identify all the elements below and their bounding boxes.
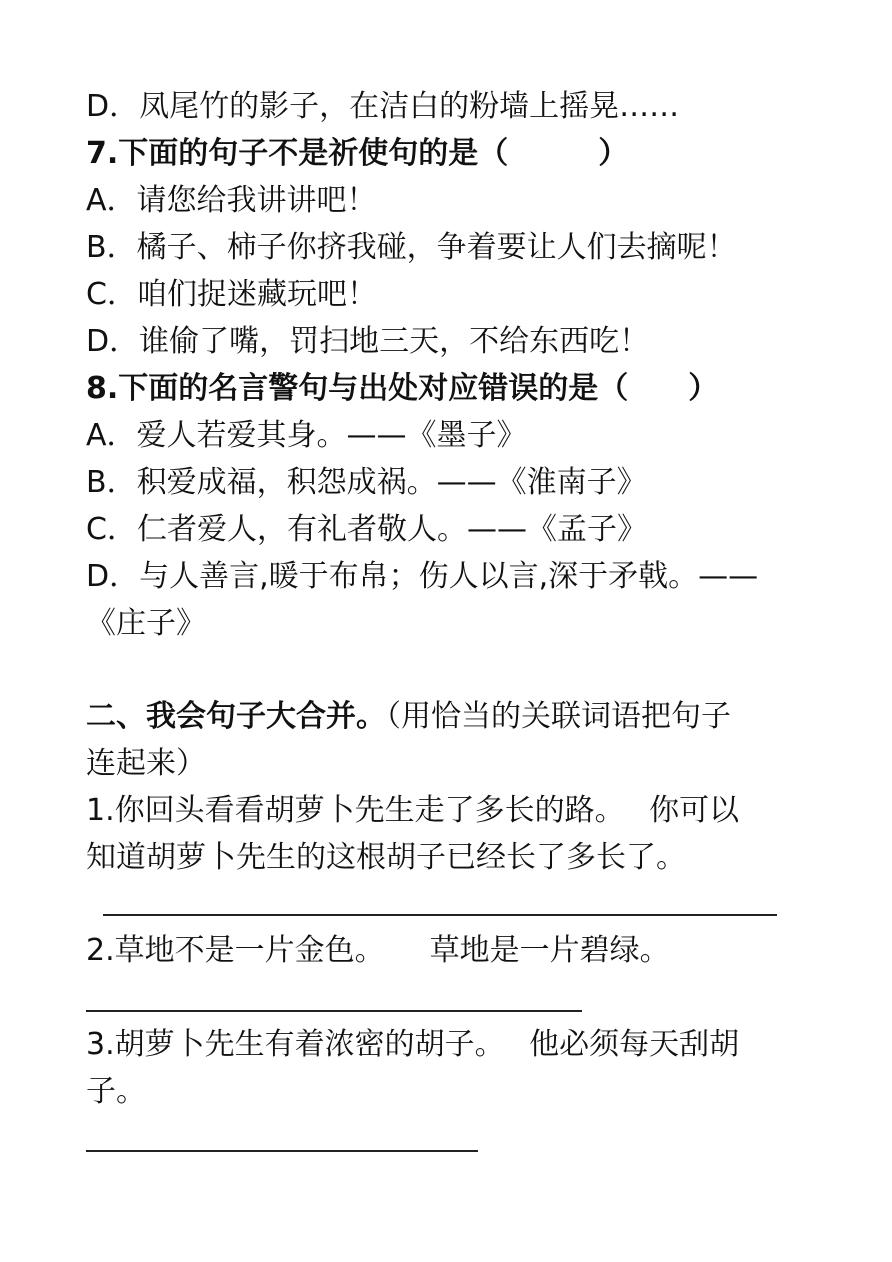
- s2-item-3: 3.胡萝卜先生有着浓密的胡子。 他必须每天刮胡: [86, 1027, 740, 1062]
- section2-instruction: （用恰当的关联词语把句子: [386, 699, 731, 734]
- section2-instruction-cont: 连起来）: [86, 746, 206, 781]
- s2-item-3-cont: 子。: [86, 1074, 146, 1109]
- q8-option-c: C．仁者爱人，有礼者敬人。——《孟子》: [86, 512, 647, 547]
- section2-title: 二、我会句子大合并。: [86, 699, 386, 734]
- q7-option-c: C．咱们捉迷藏玩吧！: [86, 277, 377, 312]
- s2-item-1: 1.你回头看看胡萝卜先生走了多长的路。 你可以: [86, 793, 740, 828]
- q8-option-d: D．与人善言,暖于布帛；伤人以言,深于矛戟。——: [86, 559, 759, 594]
- q8-option-b: B．积爱成福，积怨成祸。——《淮南子》: [86, 465, 647, 500]
- answer-line-2[interactable]: [86, 1010, 582, 1012]
- q8-stem: 8.下面的名言警句与出处对应错误的是（ ）: [86, 371, 719, 406]
- q7-option-b: B．橘子、柿子你挤我碰，争着要让人们去摘呢！: [86, 230, 737, 265]
- s2-item-2: 2.草地不是一片金色。 草地是一片碧绿。: [86, 933, 670, 968]
- q7-option-a: A．请您给我讲讲吧！: [86, 183, 377, 218]
- s2-item-1-cont: 知道胡萝卜先生的这根胡子已经长了多长了。: [86, 840, 686, 875]
- answer-line-3[interactable]: [86, 1150, 478, 1152]
- q8-option-d-cont: 《庄子》: [86, 606, 206, 641]
- section2-heading: [86, 694, 816, 740]
- q7-option-d: D．谁偷了嘴，罚扫地三天，不给东西吃！: [86, 324, 650, 359]
- q7-stem: 7.下面的句子不是祈使句的是（ ）: [86, 136, 629, 171]
- answer-line-1[interactable]: [103, 914, 777, 916]
- q6-option-d: D．凤尾竹的影子，在洁白的粉墙上摇晃……: [86, 89, 680, 124]
- q8-option-a: A．爱人若爱其身。——《墨子》: [86, 418, 527, 453]
